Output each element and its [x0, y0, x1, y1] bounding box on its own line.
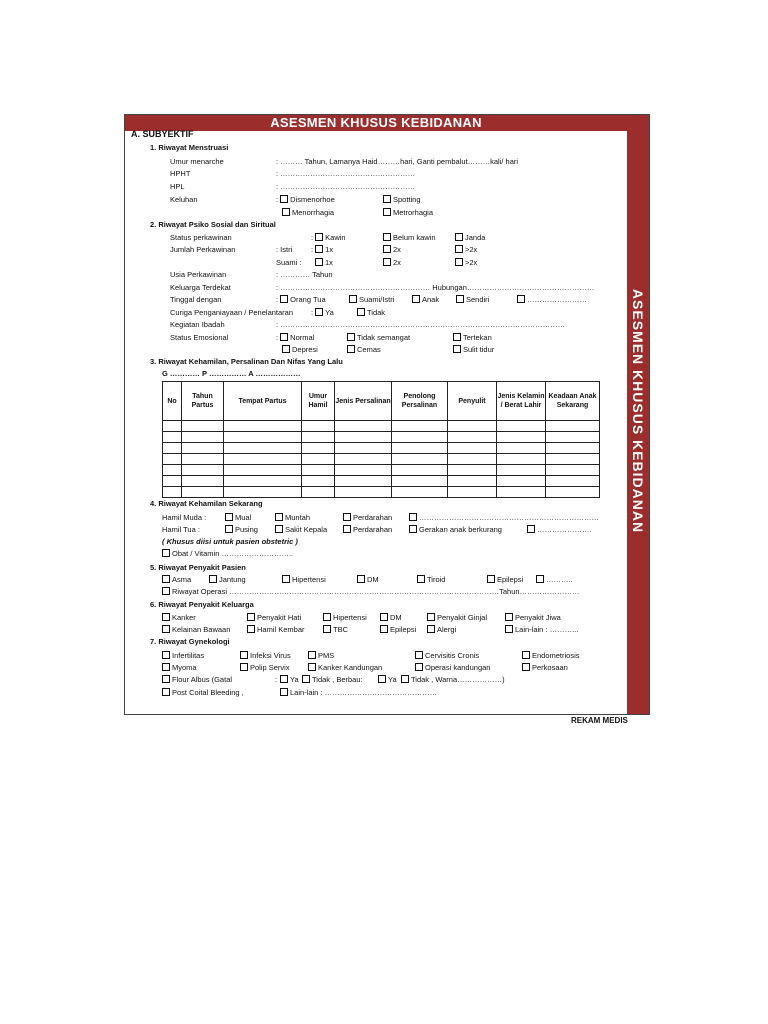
- status-janda[interactable]: Janda: [455, 233, 485, 242]
- checkbox-icon[interactable]: [383, 245, 391, 253]
- status-kawin[interactable]: : Kawin: [311, 233, 346, 242]
- s6-title: 6. Riwayat Penyakit Keluarga: [150, 600, 254, 609]
- tinggal-lain[interactable]: ……………………: [517, 295, 587, 304]
- checkbox-icon[interactable]: [240, 663, 248, 671]
- checkbox-icon[interactable]: [162, 625, 170, 633]
- keluhan-opt-4[interactable]: Metrorhagia: [383, 208, 433, 217]
- side-title: ASESMEN KHUSUS KEBIDANAN: [630, 288, 646, 534]
- keluarga-label: Keluarga Terdekat: [170, 283, 231, 292]
- table-row[interactable]: [163, 421, 600, 432]
- checkbox-icon[interactable]: [240, 651, 248, 659]
- tinggal-orangtua[interactable]: : Orang Tua: [276, 295, 326, 304]
- khusus-note: ( Khusus diisi untuk pasien obstetric ): [162, 537, 298, 546]
- jumlah-label: Jumlah Perkawinan: [170, 245, 236, 254]
- checkbox-icon[interactable]: [357, 575, 365, 583]
- checkbox-icon[interactable]: [380, 613, 388, 621]
- table-row[interactable]: [163, 443, 600, 454]
- table-row[interactable]: [163, 465, 600, 476]
- keluarga-kanker[interactable]: Kanker: [162, 613, 196, 622]
- checkbox-icon[interactable]: [383, 208, 391, 216]
- keluarga-dm[interactable]: DM: [380, 613, 402, 622]
- status-label: Status perkawinan: [170, 233, 232, 242]
- keluarga-hipertensi[interactable]: Hipertensi: [323, 613, 367, 622]
- checkbox-icon[interactable]: [162, 587, 170, 595]
- tua-lain[interactable]: ………………….: [527, 525, 592, 534]
- checkbox-icon[interactable]: [505, 625, 513, 633]
- pasien-tiroid[interactable]: Tiroid: [417, 575, 445, 584]
- gyn-polip[interactable]: Polip Servix: [240, 663, 290, 672]
- checkbox-icon[interactable]: [522, 663, 530, 671]
- col-umur: Umur Hamil: [302, 382, 335, 421]
- checkbox-icon[interactable]: [162, 663, 170, 671]
- checkbox-icon[interactable]: [378, 675, 386, 683]
- tua-sakit-kepala[interactable]: Sakit Kepala: [275, 525, 327, 534]
- keluhan-opt-2[interactable]: Spotting: [383, 195, 421, 204]
- table-row[interactable]: [163, 476, 600, 487]
- col-tempat: Tempat Partus: [224, 382, 302, 421]
- gyn-lain[interactable]: Lain-lain : ………………………………………: [280, 688, 437, 697]
- checkbox-icon[interactable]: [280, 195, 288, 203]
- keluarga-epilepsi[interactable]: Epilepsi: [380, 625, 416, 634]
- gyn-cervisitis[interactable]: Cervisitis Cronis: [415, 651, 479, 660]
- muda-muntah[interactable]: Muntah: [275, 513, 310, 522]
- checkbox-icon[interactable]: [383, 195, 391, 203]
- checkbox-icon[interactable]: [315, 308, 323, 316]
- checkbox-icon[interactable]: [162, 549, 170, 557]
- tinggal-label: Tinggal dengan: [170, 295, 222, 304]
- emosi-tidak-semangat[interactable]: Tidak semangat: [347, 333, 410, 342]
- istri-2x[interactable]: 2x: [383, 245, 401, 254]
- status-belum[interactable]: Belum kawin: [383, 233, 436, 242]
- checkbox-icon[interactable]: [209, 575, 217, 583]
- checkbox-icon[interactable]: [162, 575, 170, 583]
- gyn-infeksi[interactable]: Infeksi Virus: [240, 651, 291, 660]
- checkbox-icon[interactable]: [275, 513, 283, 521]
- checkbox-icon[interactable]: [282, 575, 290, 583]
- checkbox-icon[interactable]: [517, 295, 525, 303]
- tua-gerakan[interactable]: Gerakan anak berkurang: [409, 525, 502, 534]
- checkbox-icon[interactable]: [417, 575, 425, 583]
- checkbox-icon[interactable]: [380, 625, 388, 633]
- hpl-label: HPL: [170, 182, 185, 191]
- table-row[interactable]: [163, 454, 600, 465]
- s2-title: 2. Riwayat Psiko Sosial dan Siritual: [150, 220, 276, 229]
- usia-value[interactable]: : ………… Tahun: [276, 270, 333, 279]
- checkbox-icon[interactable]: [456, 295, 464, 303]
- muda-mual[interactable]: Mual: [225, 513, 251, 522]
- gyn-infertilitas[interactable]: Infertilitas: [162, 651, 204, 660]
- suami-label: Suami :: [276, 258, 302, 267]
- gyn-flour[interactable]: Flour Albus (Gatal: [162, 675, 232, 684]
- checkbox-icon[interactable]: [383, 258, 391, 266]
- tinggal-anak[interactable]: Anak: [412, 295, 439, 304]
- checkbox-icon[interactable]: [280, 295, 288, 303]
- keluarga-ginjal[interactable]: Penyakit Ginjal: [427, 613, 487, 622]
- tua-pusing[interactable]: Pusing: [225, 525, 258, 534]
- umur-label: Umur menarche: [170, 157, 224, 166]
- form-title: ASESMEN KHUSUS KEBIDANAN: [270, 115, 482, 130]
- checkbox-icon[interactable]: [357, 308, 365, 316]
- tua-label: Hamil Tua :: [162, 525, 200, 534]
- checkbox-icon[interactable]: [275, 525, 283, 533]
- istri-label: : Istri: [276, 245, 293, 254]
- pasien-asma[interactable]: Asma: [162, 575, 191, 584]
- checkbox-icon[interactable]: [455, 245, 463, 253]
- col-penolong: Penolong Persalinan: [392, 382, 448, 421]
- muda-label: Hamil Muda :: [162, 513, 207, 522]
- s1-title: 1. Riwayat Menstruasi: [150, 143, 229, 152]
- s7-title: 7. Riwayat Gynekologi: [150, 637, 230, 646]
- checkbox-icon[interactable]: [308, 663, 316, 671]
- hpl-value[interactable]: : ………………………………………………: [276, 182, 416, 191]
- keluarga-kembar[interactable]: Hamil Kembar: [247, 625, 305, 634]
- checkbox-icon[interactable]: [162, 613, 170, 621]
- checkbox-icon[interactable]: [280, 675, 288, 683]
- gyn-perkosaan[interactable]: Perkosaan: [522, 663, 568, 672]
- checkbox-icon[interactable]: [162, 688, 170, 696]
- footer-label: REKAM MEDIS: [571, 716, 628, 725]
- checkbox-icon[interactable]: [455, 233, 463, 241]
- emosi-label: Status Emosional: [170, 333, 229, 342]
- table-row[interactable]: [163, 487, 600, 498]
- checkbox-icon[interactable]: [280, 688, 288, 696]
- checkbox-icon[interactable]: [527, 525, 535, 533]
- flour-colon: :: [275, 675, 278, 684]
- checkbox-icon[interactable]: [505, 613, 513, 621]
- checkbox-icon[interactable]: [455, 258, 463, 266]
- gyn-post-coital[interactable]: Post Coital Bleeding ,: [162, 688, 244, 697]
- istri-1x[interactable]: : 1x: [311, 245, 334, 254]
- checkbox-icon[interactable]: [282, 345, 290, 353]
- s3-title: 3. Riwayat Kehamilan, Persalinan Dan Nifas Yang Lalu: [150, 357, 343, 366]
- keluhan-opt-3[interactable]: Menorrhagia: [282, 208, 334, 217]
- emosi-sulit-tidur[interactable]: Sulit tidur: [453, 345, 494, 354]
- gyn-operasi[interactable]: Operasi kandungan: [415, 663, 490, 672]
- checkbox-icon[interactable]: [401, 675, 409, 683]
- umur-value[interactable]: : ……… Tahun, Lamanya Haid………hari, Ganti pembalut………kali/ hari: [276, 157, 519, 166]
- checkbox-icon[interactable]: [536, 575, 544, 583]
- s4-title: 4. Riwayat Kehamilan Sekarang: [150, 499, 263, 508]
- col-no: No: [163, 382, 182, 421]
- gyn-kanker[interactable]: Kanker Kandungan: [308, 663, 382, 672]
- tua-perdarahan[interactable]: Perdarahan: [343, 525, 392, 534]
- checkbox-icon[interactable]: [162, 651, 170, 659]
- suami-1x[interactable]: 1x: [315, 258, 333, 267]
- istri-gt2x[interactable]: >2x: [455, 245, 477, 254]
- checkbox-icon[interactable]: [302, 675, 310, 683]
- flour-tidak-warna[interactable]: Tidak , Warna………………): [401, 675, 505, 684]
- flour-berbau-ya[interactable]: Ya: [378, 675, 397, 684]
- ibadah-label: Kegiatan Ibadah: [170, 320, 225, 329]
- checkbox-icon[interactable]: [349, 295, 357, 303]
- checkbox-icon[interactable]: [427, 613, 435, 621]
- history-table: [162, 381, 600, 498]
- col-kelamin: Jenis Kelamin / Berat Lahir: [497, 382, 546, 421]
- checkbox-icon[interactable]: [522, 651, 530, 659]
- table-row[interactable]: [163, 432, 600, 443]
- checkbox-icon[interactable]: [308, 651, 316, 659]
- col-jenis: Jenis Persalinan: [335, 382, 392, 421]
- emosi-cemas[interactable]: Cemas: [347, 345, 381, 354]
- checkbox-icon[interactable]: [247, 613, 255, 621]
- side-title-wrap: [627, 261, 649, 561]
- checkbox-icon[interactable]: [343, 525, 351, 533]
- usia-label: Usia Perkawinan: [170, 270, 227, 279]
- checkbox-icon[interactable]: [415, 651, 423, 659]
- keluarga-lain[interactable]: Lain-lain : ………...: [505, 625, 578, 634]
- keluarga-hati[interactable]: Penyakit Hati: [247, 613, 301, 622]
- obat-vitamin[interactable]: Obat / Vitamin ………………………..: [162, 549, 293, 558]
- checkbox-icon[interactable]: [162, 675, 170, 683]
- checkbox-icon[interactable]: [347, 333, 355, 341]
- keluarga-alergi[interactable]: Alergi: [427, 625, 456, 634]
- checkbox-icon[interactable]: [323, 613, 331, 621]
- keluarga-kelainan[interactable]: Kelainan Bawaan: [162, 625, 230, 634]
- checkbox-icon[interactable]: [412, 295, 420, 303]
- checkbox-icon[interactable]: [225, 525, 233, 533]
- section-a-title: A. SUBYEKTIF: [131, 129, 194, 139]
- checkbox-icon[interactable]: [453, 345, 461, 353]
- checkbox-icon[interactable]: [225, 513, 233, 521]
- gyn-pms[interactable]: PMS: [308, 651, 334, 660]
- col-keadaan: Keadaan Anak Sekarang: [546, 382, 600, 421]
- keluhan-opt-1[interactable]: : Dismenorhoe: [276, 195, 335, 204]
- pasien-dm[interactable]: DM: [357, 575, 379, 584]
- col-penyulit: Penyulit: [448, 382, 497, 421]
- checkbox-icon[interactable]: [280, 333, 288, 341]
- keluarga-jiwa[interactable]: Penyakit Jiwa: [505, 613, 561, 622]
- curiga-tidak[interactable]: Tidak: [357, 308, 385, 317]
- checkbox-icon[interactable]: [343, 513, 351, 521]
- checkbox-icon[interactable]: [427, 625, 435, 633]
- curiga-ya[interactable]: : Ya: [311, 308, 334, 317]
- pasien-epilepsi[interactable]: Epilepsi: [487, 575, 523, 584]
- muda-perdarahan[interactable]: Perdarahan: [343, 513, 392, 522]
- pasien-hipertensi[interactable]: Hipertensi: [282, 575, 326, 584]
- muda-lain[interactable]: ………………………………………………………………: [409, 513, 599, 522]
- tinggal-sendiri[interactable]: Sendiri: [456, 295, 489, 304]
- curiga-label: Curiga Penganiayaan / Penelantaran: [170, 308, 294, 317]
- emosi-normal[interactable]: : Normal: [276, 333, 315, 342]
- hpht-label: HPHT: [170, 169, 191, 178]
- tinggal-suami[interactable]: Suami/Istri: [349, 295, 394, 304]
- checkbox-icon[interactable]: [347, 345, 355, 353]
- pasien-lain[interactable]: ………..: [536, 575, 573, 584]
- ibadah-value[interactable]: : ……………………………………………………………………………………………………: [276, 320, 566, 329]
- gyn-myoma[interactable]: Myoma: [162, 663, 197, 672]
- hpht-value[interactable]: : ………………………………………………: [276, 169, 416, 178]
- riwayat-operasi[interactable]: Riwayat Operasi ………………………………………………………………………………………………Tahun……………………: [162, 587, 580, 596]
- checkbox-icon[interactable]: [383, 233, 391, 241]
- checkbox-icon[interactable]: [315, 258, 323, 266]
- checkbox-icon[interactable]: [453, 333, 461, 341]
- gyn-endometriosis[interactable]: Endometriosis: [522, 651, 580, 660]
- emosi-depresi[interactable]: Depresi: [282, 345, 318, 354]
- gpa-line[interactable]: G ………… P …………… A ………………: [162, 369, 301, 378]
- flour-tidak-berbau[interactable]: Tidak , Berbau:: [302, 675, 363, 684]
- checkbox-icon[interactable]: [247, 625, 255, 633]
- checkbox-icon[interactable]: [409, 525, 417, 533]
- table-header-row: [163, 382, 600, 421]
- emosi-tertekan[interactable]: Tertekan: [453, 333, 492, 342]
- keluarga-value[interactable]: : …………………………………………………… Hubungan……………………………………………: [276, 283, 595, 292]
- s5-title: 5. Riwayat Penyakit Pasien: [150, 563, 246, 572]
- suami-2x[interactable]: 2x: [383, 258, 401, 267]
- checkbox-icon[interactable]: [409, 513, 417, 521]
- suami-gt2x[interactable]: >2x: [455, 258, 477, 267]
- col-tahun: Tahun Partus: [182, 382, 224, 421]
- checkbox-icon[interactable]: [315, 233, 323, 241]
- checkbox-icon[interactable]: [415, 663, 423, 671]
- checkbox-icon[interactable]: [282, 208, 290, 216]
- assessment-form: [124, 114, 650, 715]
- keluarga-tbc[interactable]: TBC: [323, 625, 348, 634]
- checkbox-icon[interactable]: [315, 245, 323, 253]
- flour-gatal-ya[interactable]: Ya: [280, 675, 299, 684]
- checkbox-icon[interactable]: [323, 625, 331, 633]
- keluhan-label: Keluhan: [170, 195, 198, 204]
- checkbox-icon[interactable]: [487, 575, 495, 583]
- pasien-jantung[interactable]: Jantung: [209, 575, 246, 584]
